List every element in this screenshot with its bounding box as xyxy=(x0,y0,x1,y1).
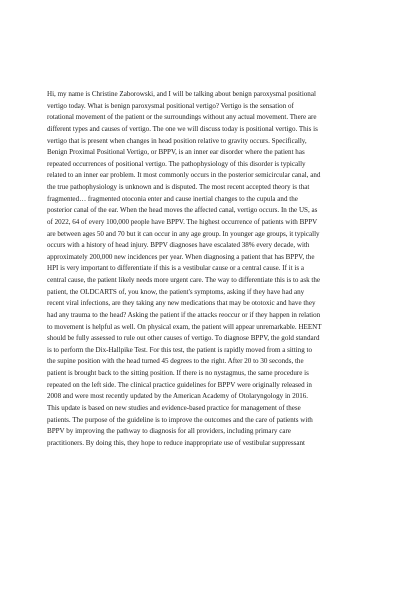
text-line: vertigo that is present when changes in head position relative to gravity occurs. Specifically, xyxy=(47,136,307,145)
text-line: vertigo today. What is benign paroxysmal positional vertigo? Vertigo is the sensation of xyxy=(47,101,294,110)
text-line: central cause, the patient likely needs more urgent care. The way to differentiate this is to ask the xyxy=(47,276,320,284)
text-line: fragmented… fragmented otoconia enter and cause inertial changes to the cupula and the xyxy=(47,194,298,203)
text-line: the true pathophysiology is unknown and is disputed. The most recent accepted theory is that xyxy=(47,183,310,191)
text-line: patients. The purpose of the guideline is to improve the outcomes and the care of patients with xyxy=(47,415,313,424)
text-line: occurs with a history of head injury. BPPV diagnoses have escalated 38% every decade, with xyxy=(47,241,310,250)
text-line: Hi, my name is Christine Zaborowski, and I will be talking about benign paroxysmal positional xyxy=(47,90,316,98)
text-line: should be fully assessed to rule out other causes of vertigo. To diagnose BPPV, the gold standard xyxy=(47,334,320,343)
text-line: BPPV by improving the pathway to diagnosis for all providers, including primary care xyxy=(47,427,291,436)
text-line: the supine position with the head turned 45 degrees to the right. After 20 to 30 seconds, the xyxy=(47,357,304,366)
text-line: is to perform the Dix-Hallpike Test. For this test, the patient is rapidly moved from a sitting to xyxy=(47,345,312,354)
transcript-paragraph xyxy=(47,89,353,449)
text-line: repeated on the left side. The clinical practice guidelines for BPPV were originally released in xyxy=(47,380,312,389)
text-line: related to an inner ear problem. It most commonly occurs in the posterior semicircular canal, and xyxy=(47,171,321,180)
text-line: practitioners. By doing this, they hope to reduce inappropriate use of vestibular suppressant xyxy=(47,438,305,447)
text-line: had any trauma to the head? Asking the patient if the attacks reoccur or if they happen in relation xyxy=(47,310,321,319)
text-line: 2008 and were most recently updated by the American Academy of Otolaryngology in 2016. xyxy=(47,392,309,401)
text-line: of 2022, 64 of every 100,000 people have BPPV. The highest occurrence of patients with BPPV xyxy=(47,217,318,226)
text-line: rotational movement of the patient or the surroundings without any actual movement. There are xyxy=(47,113,317,122)
text-line: approximately 200,000 new incidences per year. When diagnosing a patient that has BPPV, the xyxy=(47,252,315,261)
text-line: patient, the OLDCARTS of, you know, the patient's symptoms, asking if they have had any xyxy=(47,287,305,296)
text-line: different types and causes of vertigo. The one we will discuss today is positional vertigo. This is xyxy=(47,124,318,133)
text-line: repeated occurrences of positional vertigo. The pathophysiology of this disorder is typically xyxy=(47,159,306,168)
text-line: posterior canal of the ear. When the head moves the affected canal, vertigo occurs. In the US, as xyxy=(47,206,318,215)
text-line: are between ages 50 and 70 but it can occur in any age group. In younger age groups, it typically xyxy=(47,229,320,238)
text-line: patient is brought back to the sitting position. If there is no nystagmus, the same procedure is xyxy=(47,369,309,377)
text-line: HPI is very important to differentiate if this is a vestibular cause or a central cause. If it is a xyxy=(47,264,304,273)
text-line: This update is based on new studies and evidence-based practice for management of these xyxy=(47,403,301,412)
text-line: Benign Proximal Positional Vertigo, or BPPV, is an inner ear disorder where the patient has xyxy=(47,148,305,157)
text-line: recent viral infections, are they taking any new medications that may be ototoxic and have they xyxy=(47,299,316,308)
text-line: to movement is helpful as well. On physical exam, the patient will appear unremarkable. HEENT xyxy=(47,322,322,331)
